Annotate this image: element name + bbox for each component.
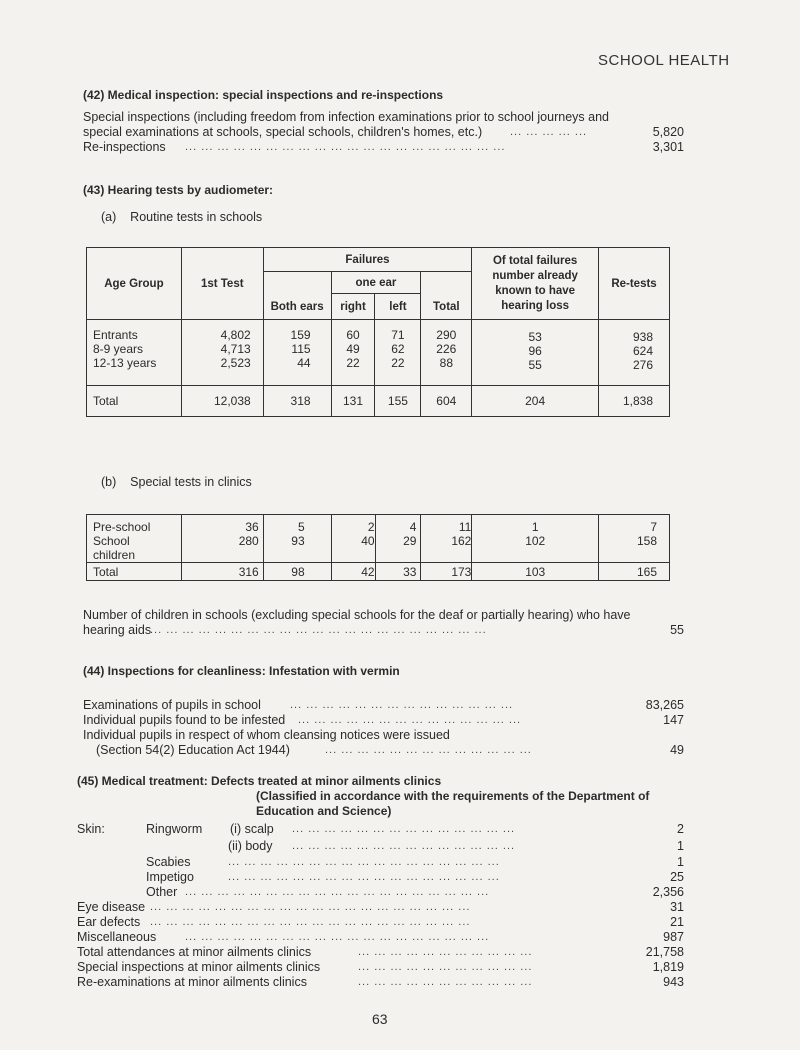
header-right: right	[331, 294, 375, 320]
col-right: 60 49 22	[346, 328, 360, 370]
header-both-ears: Both ears	[263, 272, 331, 320]
col-total: 290 226 88	[436, 328, 457, 370]
s44-v2: 147	[663, 713, 684, 727]
special-inspections-label: Special inspections at minor ailments clinics	[77, 960, 321, 974]
section-42-title: (42) Medical inspection: special inspections and re-inspections	[83, 88, 444, 102]
s43-sub-b: (b) Special tests in clinics	[101, 475, 252, 489]
s42-line2: special examinations at schools, special schools, children's homes, etc.)	[83, 125, 483, 139]
s42-line3: Re-inspections	[83, 140, 166, 154]
leader-dots: ... ... ... ... ... ... ... ... ... ... ... ... ... ... ... ... ...	[228, 856, 500, 868]
aids-value: 55	[670, 623, 684, 637]
re-examinations-label: Re-examinations at minor ailments clinics	[77, 975, 307, 989]
leader-dots: ... ... ... ... ... ... ... ... ... ... ... ... ... ...	[290, 699, 514, 711]
aids-line1: Number of children in schools (excluding special schools for the deaf or partially hearing) who have	[83, 608, 631, 622]
col-age-groups: Entrants 8-9 years 12-13 years	[93, 328, 157, 370]
leader-dots: ... ... ... ... ... ... ... ... ... ... ... ... ... ... ... ... ... ... ... ...	[150, 901, 471, 913]
leader-dots: ... ... ... ... ... ... ... ... ... ... ...	[358, 976, 533, 988]
section-45-title: (45) Medical treatment: Defects treated at minor ailments clinics	[77, 774, 442, 788]
col-left: 71 62 22	[391, 328, 405, 370]
ear-label: Ear defects	[77, 915, 141, 929]
scabies-value: 1	[677, 855, 684, 869]
leader-dots: ... ... ... ... ... ... ... ... ... ... ...	[358, 961, 533, 973]
header-total: Total	[421, 272, 472, 320]
header-failures: Failures	[263, 248, 472, 272]
leader-dots: ... ... ... ... ... ... ... ... ... ... ... ... ... ... ... ... ... ... ...	[185, 886, 490, 898]
re-examinations-value: 943	[663, 975, 684, 989]
col-b-e: 11 162	[451, 520, 472, 548]
scalp-label: (i) scalp	[230, 822, 274, 836]
header-left: left	[375, 294, 421, 320]
eye-label: Eye disease	[77, 900, 146, 914]
leader-dots: ... ... ... ... ... ... ... ... ... ... ... ... ... ...	[292, 840, 516, 852]
eye-value: 31	[670, 900, 684, 914]
section-45-sub1: (Classified in accordance with the requirements of the Department of	[256, 789, 650, 803]
leader-dots: ... ... ... ... ... ... ... ... ... ... ... ... ... ... ... ... ... ... ... ...	[185, 141, 506, 153]
total-attendances-label: Total attendances at minor ailments clinics	[77, 945, 312, 959]
leader-dots: ... ... ... ... ... ... ... ... ... ... ... ... ... ... ... ... ... ... ... ...	[150, 916, 471, 928]
col-first-test: 4,802 4,713 2,523	[220, 328, 251, 370]
leader-dots: ... ... ... ... ... ... ... ... ... ... ... ... ... ...	[292, 823, 516, 835]
header-retests: Re-tests	[599, 248, 670, 320]
ringworm-label: Ringworm	[146, 822, 203, 836]
col-b-g: 7 158	[636, 520, 657, 548]
table-a-total-row: Total 12,038 318 131 155 604 204 1,838	[87, 386, 670, 417]
routine-tests-table	[86, 247, 670, 417]
other-value: 2,356	[652, 885, 684, 899]
ear-value: 21	[670, 915, 684, 929]
leader-dots: ... ... ... ... ... ... ... ... ... ... ...	[358, 946, 533, 958]
page-number: 63	[372, 1011, 388, 1027]
other-label: Other	[146, 885, 178, 899]
col-b-a: 36 280	[238, 520, 259, 548]
header-age-group: Age Group	[87, 248, 182, 320]
section-43-title: (43) Hearing tests by audiometer:	[83, 183, 274, 197]
total-attendances-value: 21,758	[645, 945, 684, 959]
col-b-c: 2 40	[361, 520, 375, 548]
body-label: (ii) body	[228, 839, 273, 853]
s44-l4: (Section 54(2) Education Act 1944)	[96, 743, 290, 757]
body-value: 1	[677, 839, 684, 853]
scabies-label: Scabies	[146, 855, 191, 869]
leader-dots: ... ... ... ... ... ... ... ... ... ... ... ... ... ... ... ... ...	[228, 871, 500, 883]
special-inspections-value: 1,819	[652, 960, 684, 974]
header-known: Of total failures number already known to have hearing loss	[472, 248, 599, 320]
col-retests: 938 624 276	[632, 330, 653, 372]
s43-sub-a: (a) Routine tests in schools	[101, 210, 263, 224]
skin-label: Skin:	[77, 822, 105, 836]
misc-label: Miscellaneous	[77, 930, 157, 944]
leader-dots: ... ... ... ... ... ... ... ... ... ... ... ... ... ... ... ... ... ... ...	[185, 931, 490, 943]
misc-value: 987	[663, 930, 684, 944]
page-header: SCHOOL HEALTH	[598, 52, 730, 69]
col-b-d: 4 29	[403, 520, 417, 548]
table-b-total-row: Total 316 98 42 33 173 103 165	[87, 563, 670, 581]
s42-line1: Special inspections (including freedom from infection examinations prior to school journeys and	[83, 110, 609, 124]
impetigo-label: Impetigo	[146, 870, 194, 884]
section-44-title: (44) Inspections for cleanliness: Infestation with vermin	[83, 664, 400, 678]
col-b-b: 5 93	[291, 520, 305, 548]
leader-dots: ... ... ... ... ... ... ... ... ... ... ... ... ... ... ... ... ... ... ... ... ...	[150, 624, 487, 636]
col-b-labels: Pre-school School children	[93, 520, 151, 562]
s44-v1: 83,265	[645, 698, 684, 712]
header-one-ear: one ear	[331, 272, 421, 294]
leader-dots: ... ... ... ... ... ... ... ... ... ... ... ... ...	[325, 744, 532, 756]
col-known: 53 96 55	[528, 330, 542, 372]
scalp-value: 2	[677, 822, 684, 836]
col-both-ears: 159 115 44	[290, 328, 311, 370]
leader-dots: ... ... ... ... ... ... ... ... ... ... ... ... ... ...	[298, 714, 522, 726]
s42-val3: 3,301	[652, 140, 684, 154]
section-45-sub2: Education and Science)	[256, 804, 392, 818]
s44-l2: Individual pupils found to be infested	[83, 713, 286, 727]
header-first-test: 1st Test	[181, 248, 263, 320]
s44-l3: Individual pupils in respect of whom cleansing notices were issued	[83, 728, 450, 742]
s44-l1: Examinations of pupils in school	[83, 698, 261, 712]
leader-dots: ... ... ... ... ...	[510, 126, 588, 138]
s42-val2: 5,820	[652, 125, 684, 139]
s44-v4: 49	[670, 743, 684, 757]
aids-line2: hearing aids	[83, 623, 152, 637]
col-b-f: 1 102	[525, 520, 546, 548]
impetigo-value: 25	[670, 870, 684, 884]
special-tests-table	[86, 514, 670, 581]
